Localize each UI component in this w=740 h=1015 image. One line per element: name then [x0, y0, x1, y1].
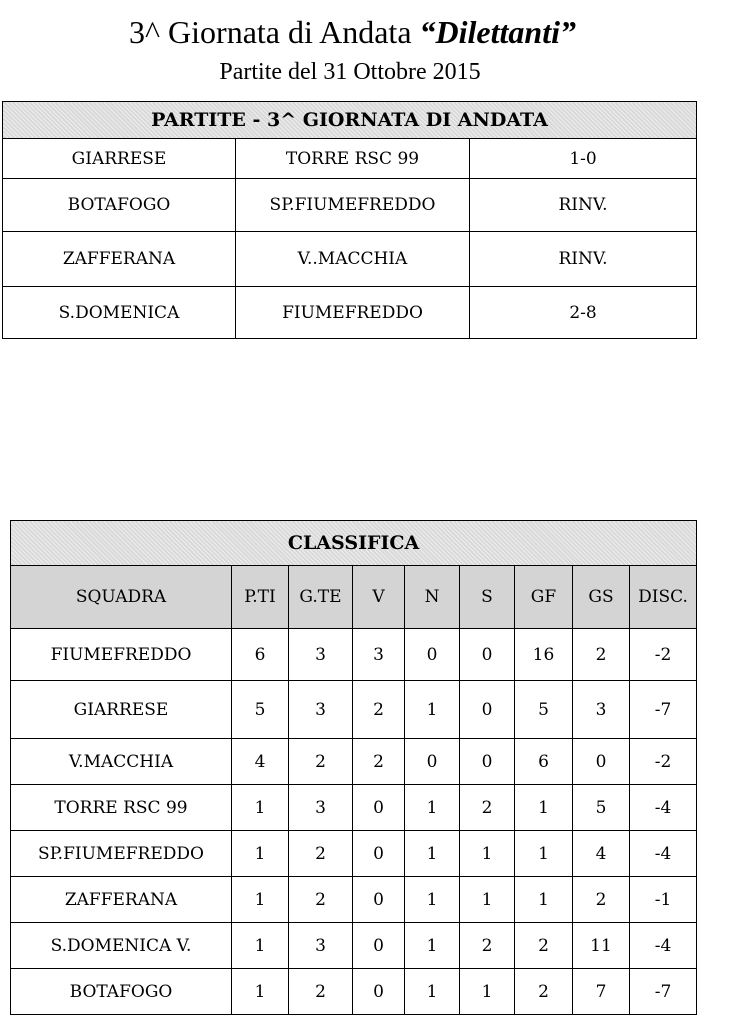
page-subtitle: Partite del 31 Ottobre 2015 [219, 59, 481, 85]
team-goals-against: 4 [573, 831, 630, 877]
team-losses: 1 [460, 969, 515, 1015]
team-draws: 1 [405, 923, 460, 969]
team-draws: 1 [405, 969, 460, 1015]
team-points: 1 [232, 785, 289, 831]
team-wins: 0 [353, 785, 405, 831]
col-header-losses: S [460, 566, 515, 629]
team-discipline: -1 [630, 877, 697, 923]
match-home: ZAFFERANA [3, 232, 236, 287]
matches-heading: PARTITE - 3^ GIORNATA DI ANDATA [3, 102, 697, 139]
team-draws: 1 [405, 831, 460, 877]
team-played: 3 [289, 785, 353, 831]
match-row [3, 179, 697, 232]
team-wins: 0 [353, 969, 405, 1015]
match-result: RINV. [470, 179, 697, 232]
team-goals-for: 1 [515, 877, 573, 923]
standings-row [11, 681, 697, 739]
team-wins: 2 [353, 681, 405, 739]
standings-row [11, 831, 697, 877]
team-goals-for: 16 [515, 629, 573, 681]
team-discipline: -7 [630, 969, 697, 1015]
team-name: TORRE RSC 99 [11, 785, 232, 831]
team-points: 1 [232, 923, 289, 969]
team-points: 6 [232, 629, 289, 681]
team-losses: 2 [460, 923, 515, 969]
standings-table [10, 520, 697, 1015]
team-wins: 0 [353, 877, 405, 923]
team-goals-for: 2 [515, 923, 573, 969]
match-away: SP.FIUMEFREDDO [236, 179, 470, 232]
team-losses: 2 [460, 785, 515, 831]
team-wins: 0 [353, 831, 405, 877]
team-played: 2 [289, 831, 353, 877]
col-header-played: G.TE [289, 566, 353, 629]
team-wins: 3 [353, 629, 405, 681]
team-name: BOTAFOGO [11, 969, 232, 1015]
team-name: GIARRESE [11, 681, 232, 739]
team-goals-against: 5 [573, 785, 630, 831]
team-goals-against: 0 [573, 739, 630, 785]
team-played: 2 [289, 739, 353, 785]
team-losses: 1 [460, 877, 515, 923]
standings-heading: CLASSIFICA [11, 521, 697, 566]
team-losses: 0 [460, 681, 515, 739]
team-name: V.MACCHIA [11, 739, 232, 785]
team-losses: 1 [460, 831, 515, 877]
team-draws: 0 [405, 629, 460, 681]
match-result: RINV. [470, 232, 697, 287]
team-played: 2 [289, 877, 353, 923]
team-discipline: -4 [630, 923, 697, 969]
team-draws: 1 [405, 877, 460, 923]
col-header-wins: V [353, 566, 405, 629]
matches-table [2, 101, 697, 339]
match-home: BOTAFOGO [3, 179, 236, 232]
team-wins: 2 [353, 739, 405, 785]
team-points: 1 [232, 831, 289, 877]
standings-row [11, 629, 697, 681]
team-losses: 0 [460, 629, 515, 681]
col-header-goals-for: GF [515, 566, 573, 629]
team-name: ZAFFERANA [11, 877, 232, 923]
match-result: 1-0 [470, 139, 697, 179]
col-header-draws: N [405, 566, 460, 629]
match-row [3, 232, 697, 287]
team-played: 3 [289, 923, 353, 969]
match-row [3, 287, 697, 339]
standings-row [11, 923, 697, 969]
match-home: S.DOMENICA [3, 287, 236, 339]
match-away: V..MACCHIA [236, 232, 470, 287]
col-header-goals-against: GS [573, 566, 630, 629]
team-played: 3 [289, 629, 353, 681]
team-name: SP.FIUMEFREDDO [11, 831, 232, 877]
title-prefix: 3^ Giornata di Andata [129, 14, 420, 50]
match-row [3, 139, 697, 179]
team-goals-for: 1 [515, 785, 573, 831]
match-away: TORRE RSC 99 [236, 139, 470, 179]
team-goals-for: 5 [515, 681, 573, 739]
team-draws: 1 [405, 785, 460, 831]
team-goals-against: 2 [573, 877, 630, 923]
standings-row [11, 877, 697, 923]
match-result: 2-8 [470, 287, 697, 339]
team-points: 1 [232, 877, 289, 923]
col-header-points: P.TI [232, 566, 289, 629]
standings-header-row [11, 566, 697, 629]
team-points: 1 [232, 969, 289, 1015]
team-discipline: -7 [630, 681, 697, 739]
team-discipline: -4 [630, 785, 697, 831]
team-draws: 1 [405, 681, 460, 739]
team-draws: 0 [405, 739, 460, 785]
team-goals-against: 3 [573, 681, 630, 739]
page-title [0, 12, 705, 52]
title-emphasis: “Dilettanti” [419, 14, 576, 50]
team-points: 5 [232, 681, 289, 739]
team-wins: 0 [353, 923, 405, 969]
team-name: S.DOMENICA V. [11, 923, 232, 969]
team-points: 4 [232, 739, 289, 785]
standings-row [11, 739, 697, 785]
team-losses: 0 [460, 739, 515, 785]
team-played: 2 [289, 969, 353, 1015]
team-goals-for: 1 [515, 831, 573, 877]
team-goals-for: 2 [515, 969, 573, 1015]
match-away: FIUMEFREDDO [236, 287, 470, 339]
team-goals-against: 2 [573, 629, 630, 681]
team-goals-against: 11 [573, 923, 630, 969]
col-header-team: SQUADRA [11, 566, 232, 629]
team-discipline: -2 [630, 739, 697, 785]
standings-row [11, 785, 697, 831]
team-goals-against: 7 [573, 969, 630, 1015]
team-name: FIUMEFREDDO [11, 629, 232, 681]
match-home: GIARRESE [3, 139, 236, 179]
team-played: 3 [289, 681, 353, 739]
col-header-discipline: DISC. [630, 566, 697, 629]
team-discipline: -2 [630, 629, 697, 681]
team-discipline: -4 [630, 831, 697, 877]
team-goals-for: 6 [515, 739, 573, 785]
standings-row [11, 969, 697, 1015]
